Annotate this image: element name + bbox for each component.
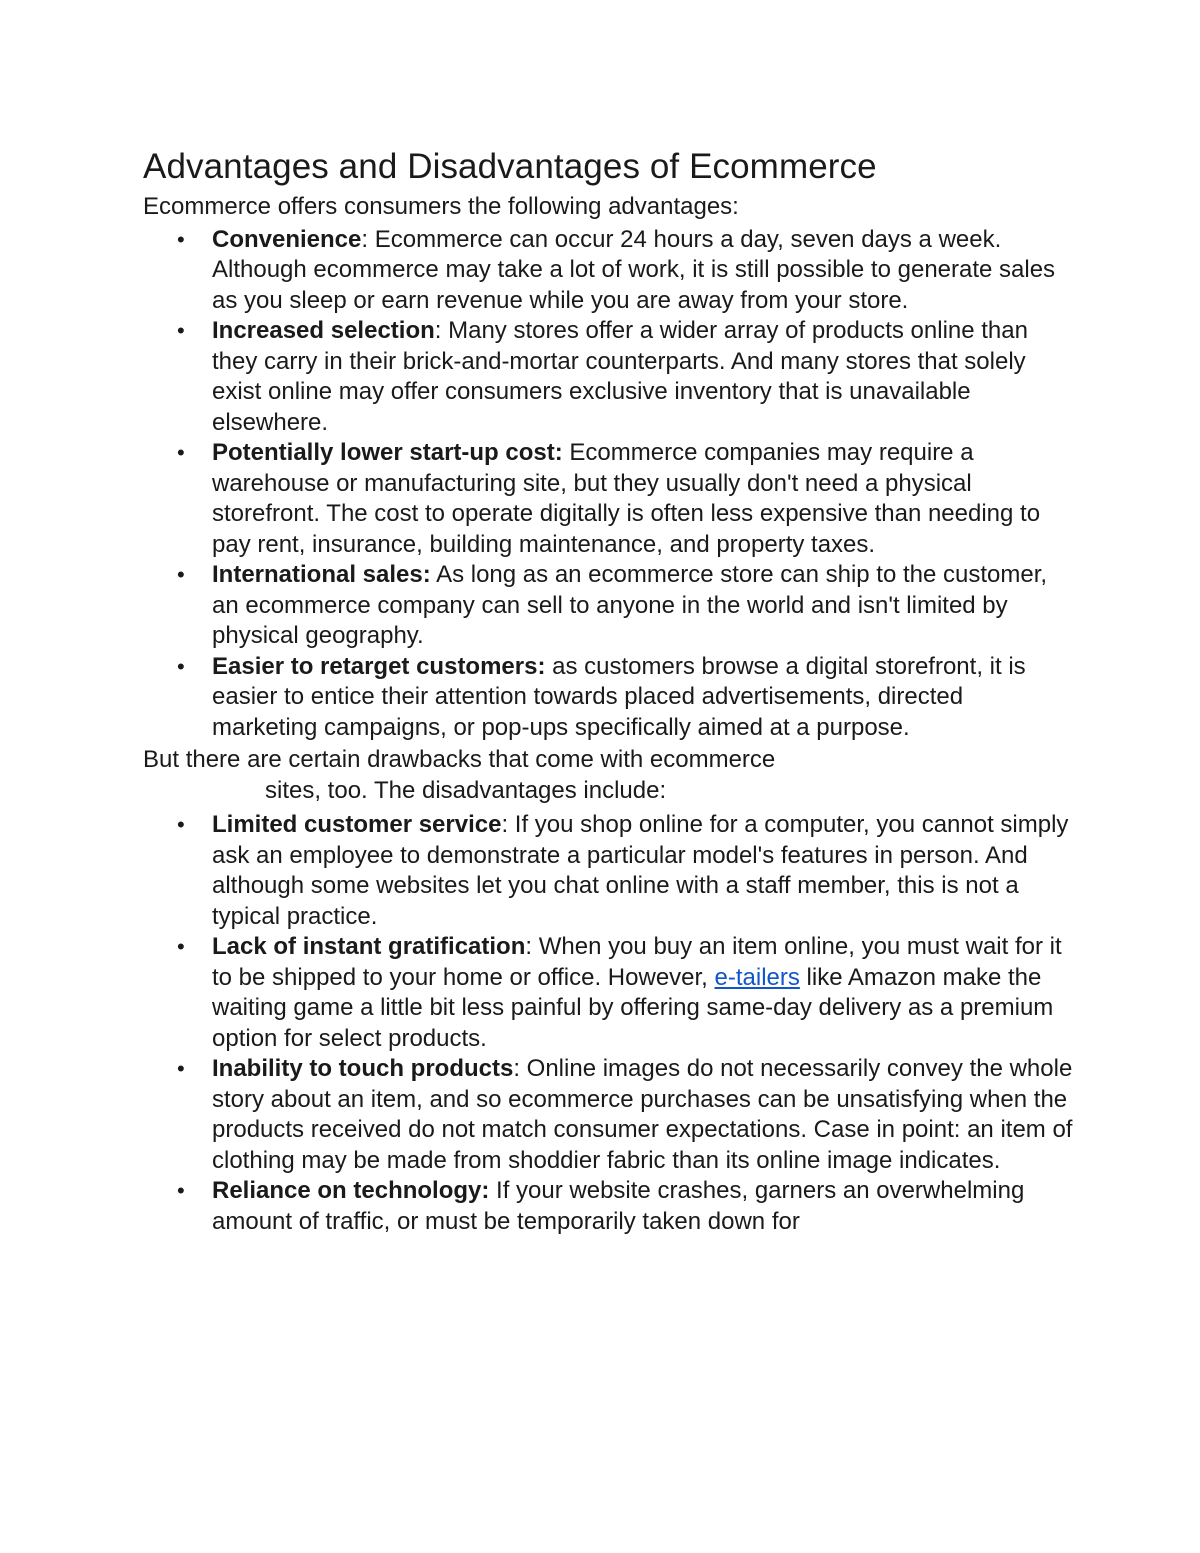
bullet-icon: • <box>177 1056 185 1081</box>
item-text: As long as an ecommerce store can ship to the customer, an ecommerce company can sell to anyone in the world and isn't limited by physical geography. <box>212 561 1048 649</box>
disadvantages-intro <box>143 745 863 806</box>
item-term: Reliance on technology: <box>212 1177 490 1204</box>
item-term: International sales: <box>212 561 431 588</box>
item-term: Easier to retarget customers: <box>212 652 546 680</box>
disadvantages-intro-line1: But there are certain drawbacks that come with ecommerce <box>143 746 776 773</box>
item-term: Potentially lower start-up cost: <box>212 439 563 466</box>
item-sep: : <box>525 933 533 960</box>
disadvantages-list <box>143 810 1073 1237</box>
bullet-icon: • <box>177 440 185 465</box>
bullet-icon: • <box>177 1178 185 1203</box>
document-title: Advantages and Disadvantages of Ecommerce <box>143 147 877 186</box>
bullet-icon: • <box>177 318 185 343</box>
advantages-list <box>143 225 1073 744</box>
disadvantages-intro-line2: sites, too. The disadvantages include: <box>265 776 667 804</box>
bullet-icon: • <box>177 812 185 837</box>
list-item <box>143 1054 1073 1176</box>
list-item <box>143 560 1073 652</box>
item-text-after-link: like Amazon make the waiting game a little bit less painful by offering same-day delivery as a premium option for select products. <box>212 963 1054 1052</box>
list-item <box>143 1176 1073 1237</box>
list-item <box>143 810 1073 932</box>
bullet-icon: • <box>177 226 185 252</box>
item-sep: : <box>501 811 509 838</box>
item-sep: : <box>513 1055 520 1082</box>
item-term: Lack of instant gratification <box>212 933 526 960</box>
document-page <box>143 146 1073 1237</box>
list-item <box>143 316 1073 438</box>
list-item <box>143 932 1073 1054</box>
item-text: Ecommerce can occur 24 hours a day, seven days a week. Although ecommerce may take a lot of work, it is still possible to generate sales as you sleep or earn revenue while you are away from your store. <box>212 225 1056 314</box>
bullet-icon: • <box>177 562 185 587</box>
item-text: as customers browse a digital storefront, it is easier to entice their attention towards placed advertisements, directed marketing campaigns, or pop-ups specifically aimed at a purpose. <box>212 652 1026 741</box>
list-item <box>143 225 1073 317</box>
item-term: Inability to touch products <box>212 1055 514 1082</box>
item-term: Limited customer service <box>212 811 502 838</box>
item-sep: : <box>434 317 442 344</box>
bullet-icon: • <box>177 934 185 959</box>
item-text: If you shop online for a computer, you cannot simply ask an employee to demonstrate a particular model's features in person. And although some websites let you chat online with a staff member, this is not a typical practice. <box>212 811 1069 930</box>
item-term: Increased selection <box>212 317 435 344</box>
bullet-icon: • <box>177 653 185 679</box>
list-item <box>143 652 1073 744</box>
item-text: Ecommerce companies may require a warehouse or manufacturing site, but they usually don't need a physical storefront. The cost to operate digitally is often less expensive than needing to pay rent, insurance, building maintenance, and property taxes. <box>212 439 1041 558</box>
item-text: Many stores offer a wider array of products online than they carry in their brick-and-mortar counterparts. And many stores that solely exist online may offer consumers exclusive inventory that is unavailable elsewhere. <box>212 317 1028 436</box>
e-tailers-link[interactable]: e-tailers <box>714 963 800 991</box>
item-text: If your website crashes, garners an overwhelming amount of traffic, or must be temporarily taken down for <box>212 1177 1025 1235</box>
item-text: Online images do not necessarily convey the whole story about an item, and so ecommerce purchases can be unsatisfying when the products received do not match consumer expectations. Case in point: an item of clothing may be made from shoddier fabric than its online image indicates. <box>212 1055 1073 1174</box>
item-text-before-link: When you buy an item online, you must wait for it to be shipped to your home or office. However, <box>212 933 1062 991</box>
advantages-intro: Ecommerce offers consumers the following advantages: <box>143 193 739 220</box>
item-sep: : <box>361 225 369 253</box>
list-item <box>143 438 1073 560</box>
item-term: Convenience <box>212 225 362 253</box>
